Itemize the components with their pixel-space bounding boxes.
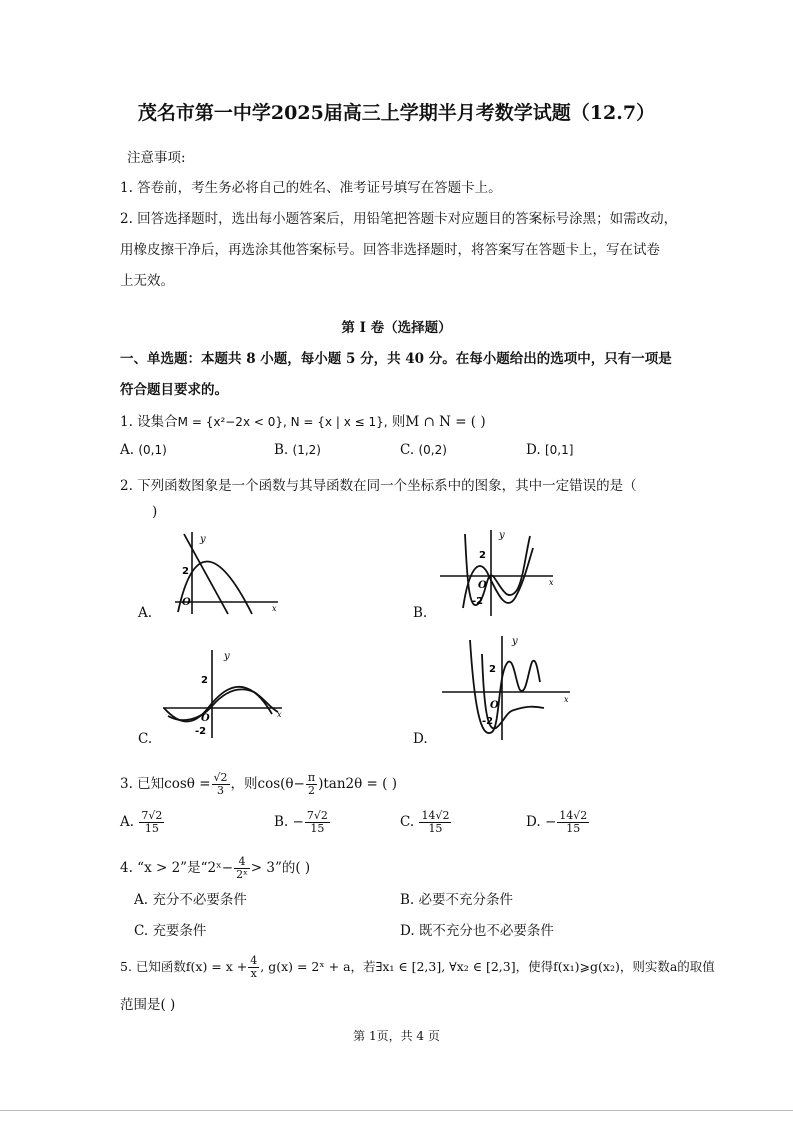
- q2-option-a-label: A.: [138, 605, 153, 621]
- q2-c-origin-label: O: [201, 713, 210, 724]
- q3-option-d: D. − $\frac{14√2}{15}$: [526, 809, 588, 835]
- notice-item-2-line-1: 2. 回答选择题时，选出每小题答案后，用铅笔把答题卡对应题目的答案标号涂黑；如需改动，: [120, 211, 678, 227]
- q5-stem: 5. 已知函数f(x) = x + $\frac{4}{x}$ , g(x) = 2ˣ + a，若∃x₁ ∈ [2,3], ∀x₂ ∈ [2,3]，使得f(x₁)⩾g(x₂)，则实数a的取值: [120, 954, 715, 980]
- q5-stem-line-2: 范围是( ): [120, 997, 176, 1013]
- q2-b-neg-two-label: -2: [472, 596, 484, 607]
- q2-a-origin-label: O: [182, 597, 191, 608]
- q1-option-c: C. (0,2): [400, 442, 447, 458]
- page-footer: 第 1页，共 4 页: [353, 1029, 440, 1043]
- q5-fraction: $\frac{4}{x}$: [250, 954, 258, 980]
- q1-stem: [120, 410, 486, 430]
- q3-option-c: C. $\frac{14√2}{15}$: [400, 809, 450, 835]
- notice-item-2-line-3: 上无效。: [120, 273, 174, 289]
- q2-d-x-label: x: [564, 695, 569, 704]
- q2-stem-line-1: 2. 下列函数图象是一个函数与其导函数在同一个坐标系中的图象，其中一定错误的是（: [120, 478, 637, 494]
- q3-cos-fraction: $\frac{√2}{3}$: [213, 771, 228, 797]
- q2-d-origin-label: O: [490, 700, 499, 711]
- q2-d-two-label: 2: [489, 664, 496, 675]
- notice-item-1: 1. 答卷前，考生务必将自己的姓名、准考证号填写在答题卡上。: [120, 180, 502, 196]
- q3-option-a: A. $\frac{7√2}{15}$: [120, 809, 163, 835]
- q2-option-d-label: D.: [413, 731, 428, 747]
- q4-option-c: C. 充要条件: [134, 923, 207, 939]
- q4-fraction: $\frac{4}{\text{2ˣ}}$: [236, 855, 248, 881]
- q2-option-c-label: C.: [138, 731, 153, 747]
- exam-title: 茂名市第一中学2025届高三上学期半月考数学试题（12.7）: [137, 102, 656, 124]
- q2-c-y-label: y: [224, 651, 230, 662]
- q1-stem-prefix: 1. 设集合: [120, 414, 178, 430]
- q2-stem-line-2: ): [152, 504, 158, 520]
- q2-a-two-label: 2: [182, 566, 189, 577]
- q2-b-x-label: x: [549, 578, 554, 587]
- notice-heading: 注意事项:: [127, 150, 186, 166]
- q2-c-neg-two-label: -2: [195, 726, 207, 737]
- q4-option-d: D. 既不充分也不必要条件: [400, 923, 554, 939]
- section-title: 第 I 卷（选择题）: [341, 320, 452, 336]
- q2-c-x-label: x: [277, 710, 282, 719]
- q2-a-y-label: y: [200, 534, 206, 545]
- q3-pi-fraction: $\frac{\pi}{2}$: [307, 771, 316, 797]
- q2-graph-c: [160, 646, 290, 741]
- q4-stem: 4. “x > 2”是“2ˣ− $\frac{4}{\text{2ˣ}}$ > 3”的( ): [120, 855, 311, 881]
- q1-option-a: A. (0,1): [120, 442, 167, 458]
- q2-option-b-label: B.: [413, 605, 428, 621]
- q4-option-a: A. 充分不必要条件: [134, 892, 247, 908]
- q3-option-b: B. − $\frac{7√2}{15}$: [274, 809, 328, 835]
- q2-d-neg-two-label: -2: [482, 716, 494, 727]
- q2-graph-d: [440, 632, 575, 742]
- section-intro-line-1: 一、单选题：本题共 8 小题，每小题 5 分，共 40 分。在每小题给出的选项中，只有一项是: [120, 351, 672, 367]
- q3-stem: 3. 已知cosθ = $\frac{√2}{3}$ ，则cos(θ− $\frac{\pi}{2}$ )tan2θ = ( ): [120, 771, 397, 797]
- q2-d-y-label: y: [512, 636, 518, 647]
- section-intro-line-2: 符合题目要求的。: [120, 382, 228, 398]
- q2-graph-a: [170, 530, 285, 615]
- q2-graph-b: [435, 528, 560, 618]
- q1-option-d: D. [0,1]: [526, 442, 574, 458]
- q2-c-two-label: 2: [201, 675, 208, 686]
- q2-b-two-label: 2: [479, 550, 486, 561]
- q2-b-y-label: y: [499, 530, 505, 541]
- q2-b-origin-label: O: [478, 580, 487, 591]
- q1-option-b: B. (1,2): [274, 442, 321, 458]
- page-bottom-divider: [0, 1110, 793, 1111]
- q4-option-b: B. 必要不充分条件: [400, 892, 514, 908]
- q1-stem-suffix: 则M ∩ N = ( ): [391, 414, 486, 430]
- q2-a-x-label: x: [272, 604, 277, 613]
- q1-stem-math: M = {x²−2x < 0}, N = {x | x ≤ 1},: [177, 415, 388, 429]
- notice-item-2-line-2: 用橡皮擦干净后，再选涂其他答案标号。回答非选择题时，将答案写在答题卡上，写在试卷: [120, 242, 660, 258]
